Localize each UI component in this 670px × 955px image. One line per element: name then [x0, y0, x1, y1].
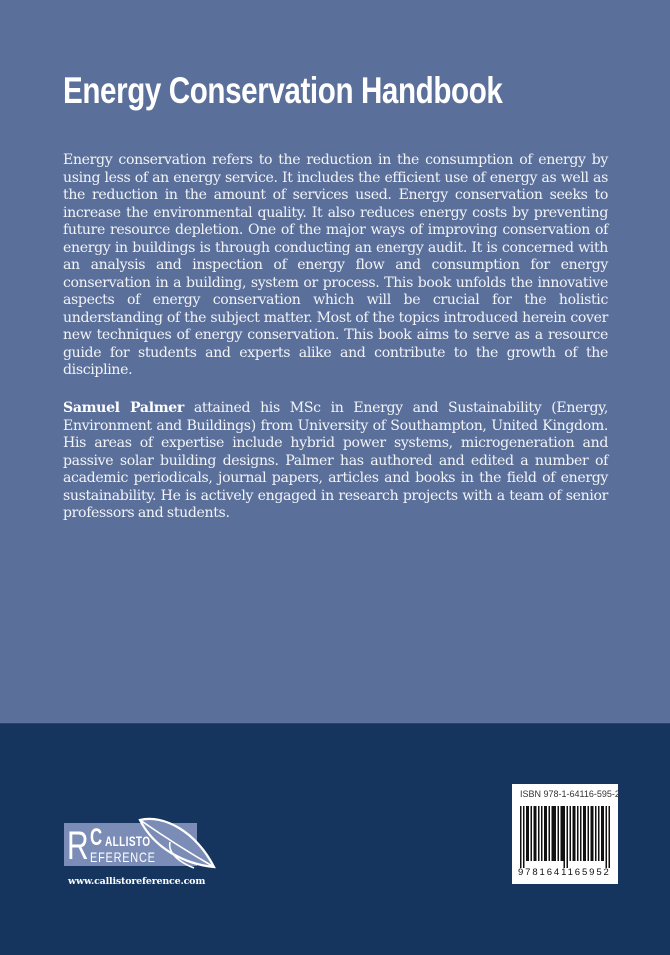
logo-letter-c: C — [90, 824, 103, 851]
logo-word-reference: EFERENCE — [90, 849, 156, 865]
book-title: Energy Conservation Handbook — [63, 70, 503, 111]
barcode-icon — [520, 806, 610, 868]
author-bio — [63, 400, 608, 523]
book-description: Energy conservation refers to the reduction in the consumption of energy by using less of an energy service. It includes the efficient use of energy as well as the reduction in the amount of services used. Energy conservation seeks to increase the environmental quality. It also reduces energy costs by preventing future resource depletion. One of the major ways of improving conservation of energy in buildings is through conducting an energy audit. It is concerned with an analysis and inspection of energy flow and consumption for energy conservation in a building, system or process. This book unfolds the innovative aspects of energy conservation which will be crucial for the holistic understanding of the subject matter. Most of the topics introduced herein cover new techniques of energy conservation. This book aims to serve as a resource guide for students and experts alike and contribute to the growth of the discipline. — [63, 152, 608, 378]
isbn-label: ISBN 978-1-64116-595-2 — [520, 789, 620, 799]
barcode-digits: 9781641165952 — [518, 867, 611, 878]
author-bio-text: attained his MSc in Energy and Sustainability (Energy, Environment and Buildings) from University of Southampton, United Kingdom. His areas of expertise include hybrid power systems, microgeneration and passive solar building designs. Palmer has authored and edited a number of academic periodicals, journal papers, articles and books in the field of energy sustainability. He is actively engaged in research projects with a team of senior professors and students. — [63, 400, 608, 521]
logo-letter-r: R — [67, 824, 89, 868]
publisher-website: www.callistoreference.com — [68, 876, 206, 887]
publisher-logo — [64, 812, 224, 892]
isbn-barcode-box — [512, 784, 618, 884]
author-name: Samuel Palmer — [63, 400, 184, 416]
logo-word-callisto: ALLISTO — [105, 833, 151, 849]
